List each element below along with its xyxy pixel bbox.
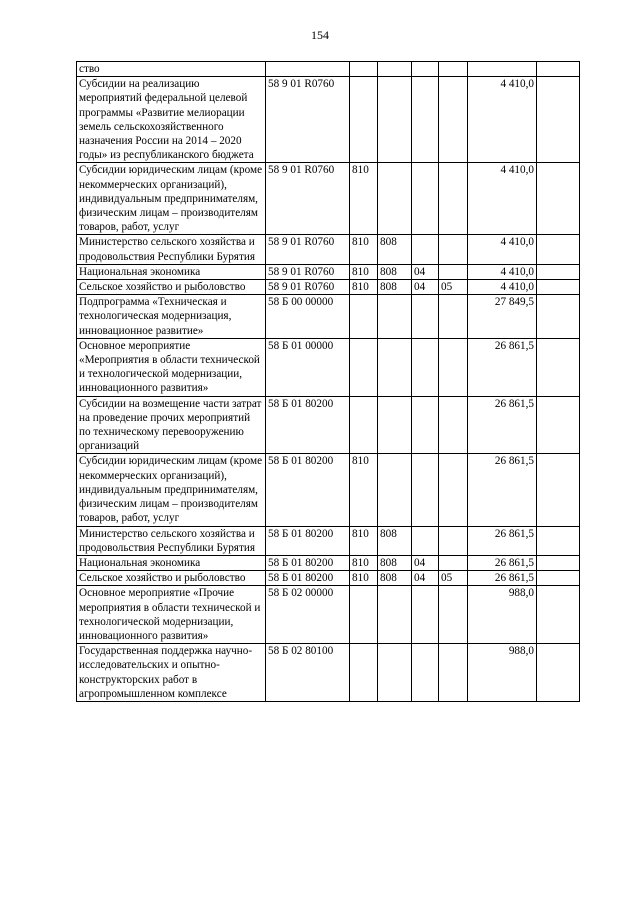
table-row <box>77 264 580 279</box>
row-name-cell: Основное мероприятие «Прочие мероприятия в области технической и технологической модернизации, инновационного развития» <box>77 586 266 644</box>
target-article-cell: 58 9 01 R0760 <box>266 77 350 163</box>
section-cell <box>412 295 439 339</box>
page-number: 154 <box>311 28 329 42</box>
table-row <box>77 280 580 295</box>
table-row <box>77 235 580 264</box>
row-name-cell: Национальная экономика <box>77 264 266 279</box>
expense-type-cell <box>350 295 378 339</box>
amount-cell: 4 410,0 <box>468 264 537 279</box>
target-article-cell: 58 9 01 R0760 <box>266 235 350 264</box>
empty-cell <box>537 295 580 339</box>
ministry-code-cell <box>378 295 412 339</box>
amount-cell: 26 861,5 <box>468 454 537 526</box>
expense-type-cell <box>350 396 378 454</box>
subsection-cell: 05 <box>439 571 468 586</box>
section-cell <box>412 235 439 264</box>
section-cell <box>412 454 439 526</box>
ministry-code-cell <box>378 454 412 526</box>
empty-cell <box>537 454 580 526</box>
amount-cell: 27 849,5 <box>468 295 537 339</box>
empty-cell <box>537 526 580 555</box>
table-row <box>77 295 580 339</box>
subsection-cell <box>439 454 468 526</box>
empty-cell <box>537 264 580 279</box>
section-cell <box>412 526 439 555</box>
expense-type-cell: 810 <box>350 235 378 264</box>
target-article-cell: 58 Б 02 80100 <box>266 644 350 702</box>
amount-cell <box>468 62 537 77</box>
ministry-code-cell: 808 <box>378 264 412 279</box>
subsection-cell <box>439 644 468 702</box>
section-cell <box>412 62 439 77</box>
target-article-cell: 58 9 01 R0760 <box>266 280 350 295</box>
budget-table <box>76 61 580 702</box>
empty-cell <box>537 586 580 644</box>
row-name-cell: Субсидии на реализацию мероприятий федеральной целевой программы «Развитие мелиорации земель сельскохозяйственного назначения России на 2014 – 2020 годы» из республиканского бюджета <box>77 77 266 163</box>
expense-type-cell <box>350 77 378 163</box>
section-cell <box>412 77 439 163</box>
row-name-cell: Сельское хозяйство и рыболовство <box>77 571 266 586</box>
table-row <box>77 396 580 454</box>
section-cell: 04 <box>412 555 439 570</box>
ministry-code-cell: 808 <box>378 280 412 295</box>
ministry-code-cell <box>378 338 412 396</box>
empty-cell <box>537 555 580 570</box>
empty-cell <box>537 396 580 454</box>
amount-cell: 988,0 <box>468 644 537 702</box>
section-cell: 04 <box>412 280 439 295</box>
empty-cell <box>537 644 580 702</box>
target-article-cell: 58 9 01 R0760 <box>266 264 350 279</box>
table-row <box>77 526 580 555</box>
section-cell: 04 <box>412 571 439 586</box>
table-row <box>77 62 580 77</box>
amount-cell: 26 861,5 <box>468 396 537 454</box>
expense-type-cell: 810 <box>350 555 378 570</box>
empty-cell <box>537 62 580 77</box>
expense-type-cell <box>350 62 378 77</box>
expense-type-cell: 810 <box>350 280 378 295</box>
ministry-code-cell: 808 <box>378 235 412 264</box>
ministry-code-cell <box>378 644 412 702</box>
section-cell <box>412 586 439 644</box>
expense-type-cell: 810 <box>350 264 378 279</box>
row-name-cell: Государственная поддержка научно-исследовательских и опытно-конструкторских работ в агропромышленном комплексе <box>77 644 266 702</box>
section-cell <box>412 163 439 235</box>
subsection-cell <box>439 235 468 264</box>
empty-cell <box>537 338 580 396</box>
expense-type-cell: 810 <box>350 526 378 555</box>
row-name-cell: Министерство сельского хозяйства и продовольствия Республики Бурятия <box>77 526 266 555</box>
section-cell <box>412 644 439 702</box>
target-article-cell: 58 Б 01 80200 <box>266 571 350 586</box>
amount-cell: 4 410,0 <box>468 235 537 264</box>
empty-cell <box>537 163 580 235</box>
empty-cell <box>537 235 580 264</box>
ministry-code-cell: 808 <box>378 555 412 570</box>
subsection-cell <box>439 586 468 644</box>
empty-cell <box>537 77 580 163</box>
target-article-cell: 58 9 01 R0760 <box>266 163 350 235</box>
target-article-cell <box>266 62 350 77</box>
subsection-cell <box>439 396 468 454</box>
subsection-cell <box>439 555 468 570</box>
ministry-code-cell: 808 <box>378 526 412 555</box>
subsection-cell <box>439 526 468 555</box>
amount-cell: 4 410,0 <box>468 77 537 163</box>
amount-cell: 26 861,5 <box>468 555 537 570</box>
row-name-cell: Подпрограмма «Техническая и технологическая модернизация, инновационное развитие» <box>77 295 266 339</box>
ministry-code-cell: 808 <box>378 571 412 586</box>
target-article-cell: 58 Б 01 00000 <box>266 338 350 396</box>
subsection-cell: 05 <box>439 280 468 295</box>
subsection-cell <box>439 338 468 396</box>
target-article-cell: 58 Б 02 00000 <box>266 586 350 644</box>
amount-cell: 26 861,5 <box>468 338 537 396</box>
table-row <box>77 644 580 702</box>
row-name-cell: Национальная экономика <box>77 555 266 570</box>
table-row <box>77 571 580 586</box>
section-cell <box>412 396 439 454</box>
row-name-cell: Субсидии на возмещение части затрат на проведение прочих мероприятий по техническому перевооружению организаций <box>77 396 266 454</box>
amount-cell: 4 410,0 <box>468 280 537 295</box>
table-row <box>77 338 580 396</box>
ministry-code-cell <box>378 62 412 77</box>
target-article-cell: 58 Б 01 80200 <box>266 555 350 570</box>
target-article-cell: 58 Б 01 80200 <box>266 396 350 454</box>
amount-cell: 4 410,0 <box>468 163 537 235</box>
target-article-cell: 58 Б 00 00000 <box>266 295 350 339</box>
ministry-code-cell <box>378 586 412 644</box>
amount-cell: 26 861,5 <box>468 571 537 586</box>
table-body <box>77 62 580 702</box>
expense-type-cell <box>350 644 378 702</box>
row-name-cell: Министерство сельского хозяйства и продовольствия Республики Бурятия <box>77 235 266 264</box>
row-name-cell: Сельское хозяйство и рыболовство <box>77 280 266 295</box>
amount-cell: 26 861,5 <box>468 526 537 555</box>
subsection-cell <box>439 295 468 339</box>
row-name-cell: Основное мероприятие «Мероприятия в области технической и технологической модернизации, инновационного развития» <box>77 338 266 396</box>
expense-type-cell <box>350 586 378 644</box>
table-row <box>77 77 580 163</box>
ministry-code-cell <box>378 77 412 163</box>
expense-type-cell: 810 <box>350 571 378 586</box>
expense-type-cell: 810 <box>350 163 378 235</box>
section-cell: 04 <box>412 264 439 279</box>
ministry-code-cell <box>378 396 412 454</box>
subsection-cell <box>439 163 468 235</box>
target-article-cell: 58 Б 01 80200 <box>266 454 350 526</box>
section-cell <box>412 338 439 396</box>
amount-cell: 988,0 <box>468 586 537 644</box>
subsection-cell <box>439 77 468 163</box>
row-name-cell: ство <box>77 62 266 77</box>
expense-type-cell <box>350 338 378 396</box>
empty-cell <box>537 571 580 586</box>
subsection-cell <box>439 264 468 279</box>
row-name-cell: Субсидии юридическим лицам (кроме некоммерческих организаций), индивидуальным предпринимателям, физическим лицам – производителям товаров, работ, услуг <box>77 454 266 526</box>
table-row <box>77 454 580 526</box>
ministry-code-cell <box>378 163 412 235</box>
table-row <box>77 163 580 235</box>
row-name-cell: Субсидии юридическим лицам (кроме некоммерческих организаций), индивидуальным предпринимателям, физическим лицам – производителям товаров, работ, услуг <box>77 163 266 235</box>
expense-type-cell: 810 <box>350 454 378 526</box>
empty-cell <box>537 280 580 295</box>
table-row <box>77 586 580 644</box>
subsection-cell <box>439 62 468 77</box>
table-row <box>77 555 580 570</box>
target-article-cell: 58 Б 01 80200 <box>266 526 350 555</box>
